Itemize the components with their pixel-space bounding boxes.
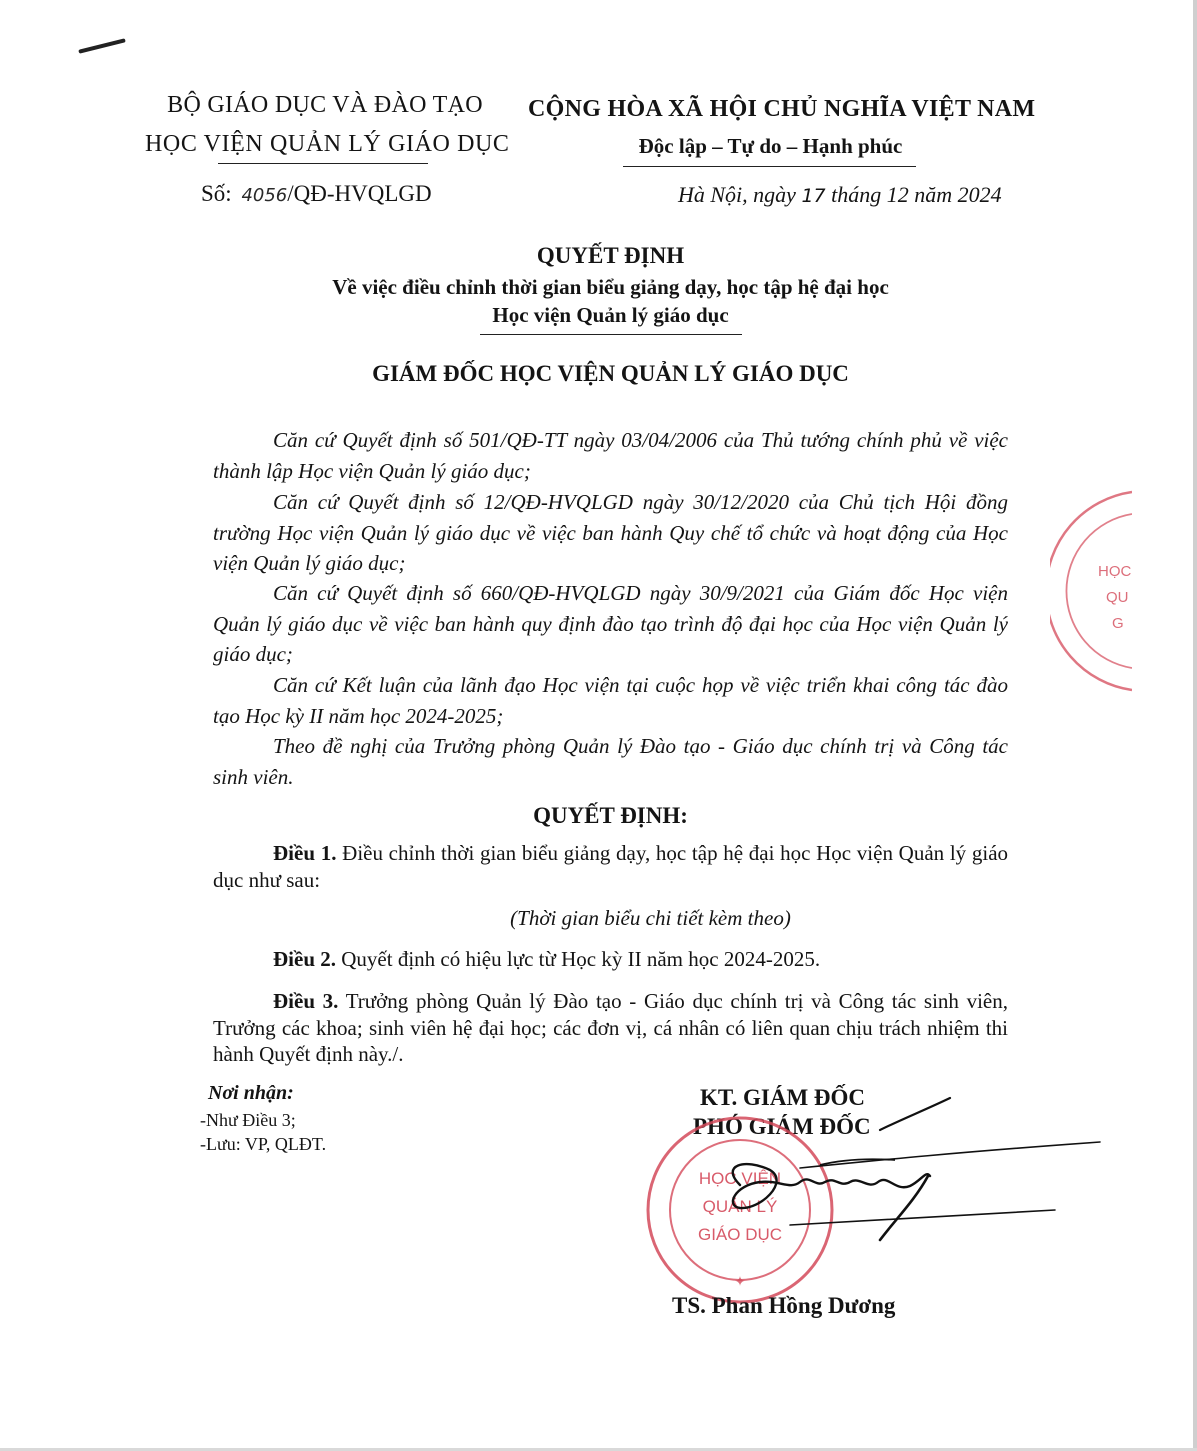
svg-text:G: G (1112, 615, 1124, 632)
basis-5 (213, 731, 1008, 792)
signature-on-behalf: KT. GIÁM ĐỐC (700, 1085, 866, 1110)
seal-line-1: HỌC VIỆN (698, 1169, 782, 1188)
national-motto: Độc lập – Tự do – Hạnh phúc (638, 134, 903, 158)
recipient-item: -Lưu: VP, QLĐT. (200, 1134, 327, 1154)
country-name: CỘNG HÒA XÃ HỘI CHỦ NGHĨA VIỆT NAM (528, 96, 1036, 122)
svg-text:✦: ✦ (734, 1275, 746, 1290)
document-number (201, 181, 432, 207)
basis-2-text: Căn cứ Quyết định số 12/QĐ-HVQLGD ngày 30/12/2020 của Chủ tịch Hội đồng trường Học viện Quản lý giáo dục về việc ban hành Quy chế tổ chức và hoạt động của Học viện Quản lý giáo dục; (213, 490, 1008, 575)
subject-line-1: Về việc điều chỉnh thời gian biểu giảng dạy, học tập hệ đại học (332, 275, 889, 299)
date-day-handwritten: 17 (801, 185, 826, 207)
seal-line-2: QUẢN LÝ (702, 1197, 778, 1216)
basis-4 (213, 670, 1008, 731)
recipients-heading: Nơi nhận: (208, 1082, 294, 1104)
pen-mark (78, 38, 126, 53)
ministry-name: BỘ GIÁO DỤC VÀ ĐÀO TẠO (167, 92, 483, 118)
motto-underline (623, 166, 916, 167)
article-2-label: Điều 2. (273, 947, 336, 971)
article-1-text: Điều chỉnh thời gian biểu giảng dạy, học tập hệ đại học Học viện Quản lý giáo dục như sau: (213, 841, 1009, 892)
svg-text:HỌC: HỌC (1098, 563, 1132, 580)
article-3-label: Điều 3. (273, 989, 339, 1013)
handwritten-signature-icon (697, 1090, 1120, 1250)
number-prefix: Số: (201, 181, 232, 206)
article-3 (213, 988, 1008, 1068)
scan-edge-right (1193, 0, 1197, 1451)
basis-4-text: Căn cứ Kết luận của lãnh đạo Học viện tại cuộc họp về việc triển khai công tác đào tạo Học kỳ II năm học 2024-2025; (213, 673, 1008, 728)
date-prefix: Hà Nội, ngày (678, 182, 796, 207)
article-2 (213, 946, 1008, 973)
signature-position: PHÓ GIÁM ĐỐC (693, 1114, 871, 1139)
issuing-authority: GIÁM ĐỐC HỌC VIỆN QUẢN LÝ GIÁO DỤC (372, 361, 849, 386)
basis-1 (213, 425, 1008, 486)
basis-1-text: Căn cứ Quyết định số 501/QĐ-TT ngày 03/04/2006 của Thủ tướng chính phủ về việc thành lập Học viện Quản lý giáo dục; (213, 428, 1008, 483)
basis-5-text: Theo đề nghị của Trưởng phòng Quản lý Đào tạo - Giáo dục chính trị và Công tác sinh viên. (213, 734, 1008, 789)
recipient-item: -Như Điều 3; (200, 1110, 296, 1130)
decision-heading: QUYẾT ĐỊNH: (533, 803, 688, 828)
number-handwritten: 4056 (241, 185, 288, 206)
date-suffix: tháng 12 năm 2024 (831, 182, 1002, 207)
institution-underline (218, 163, 428, 164)
number-suffix: /QĐ-HVQLGD (287, 181, 432, 206)
article-3-text: Trưởng phòng Quản lý Đào tạo - Giáo dục chính trị và Công tác sinh viên, Trưởng các khoa; sinh viên hệ đại học; các đơn vị, cá nhân có liên quan chịu trách nhiệm thi hành Quyết định này./. (213, 989, 1008, 1066)
issue-date (678, 182, 1002, 208)
subject-line-2: Học viện Quản lý giáo dục (492, 303, 729, 327)
article-1 (213, 840, 1008, 893)
basis-3-text: Căn cứ Quyết định số 660/QĐ-HVQLGD ngày 30/9/2021 của Giám đốc Học viện Quản lý giáo dục về việc ban hành quy định đào tạo trình độ đại học của Học viện Quản lý giáo dục; (213, 581, 1008, 666)
partial-seal-icon (1050, 488, 1132, 698)
basis-2 (213, 487, 1008, 579)
document-type: QUYẾT ĐỊNH (536, 243, 685, 268)
signer-name: TS. Phan Hồng Dương (672, 1293, 896, 1318)
article-1-label: Điều 1. (273, 841, 337, 865)
institution-name: HỌC VIỆN QUẢN LÝ GIÁO DỤC (145, 131, 510, 157)
subject-underline (480, 334, 742, 335)
svg-text:QU: QU (1106, 589, 1129, 606)
article-2-text: Quyết định có hiệu lực từ Học kỳ II năm học 2024-2025. (341, 947, 821, 971)
attachment-note: (Thời gian biểu chi tiết kèm theo) (510, 906, 791, 930)
seal-line-3: GIÁO DỤC (697, 1225, 783, 1244)
basis-3 (213, 578, 1008, 670)
